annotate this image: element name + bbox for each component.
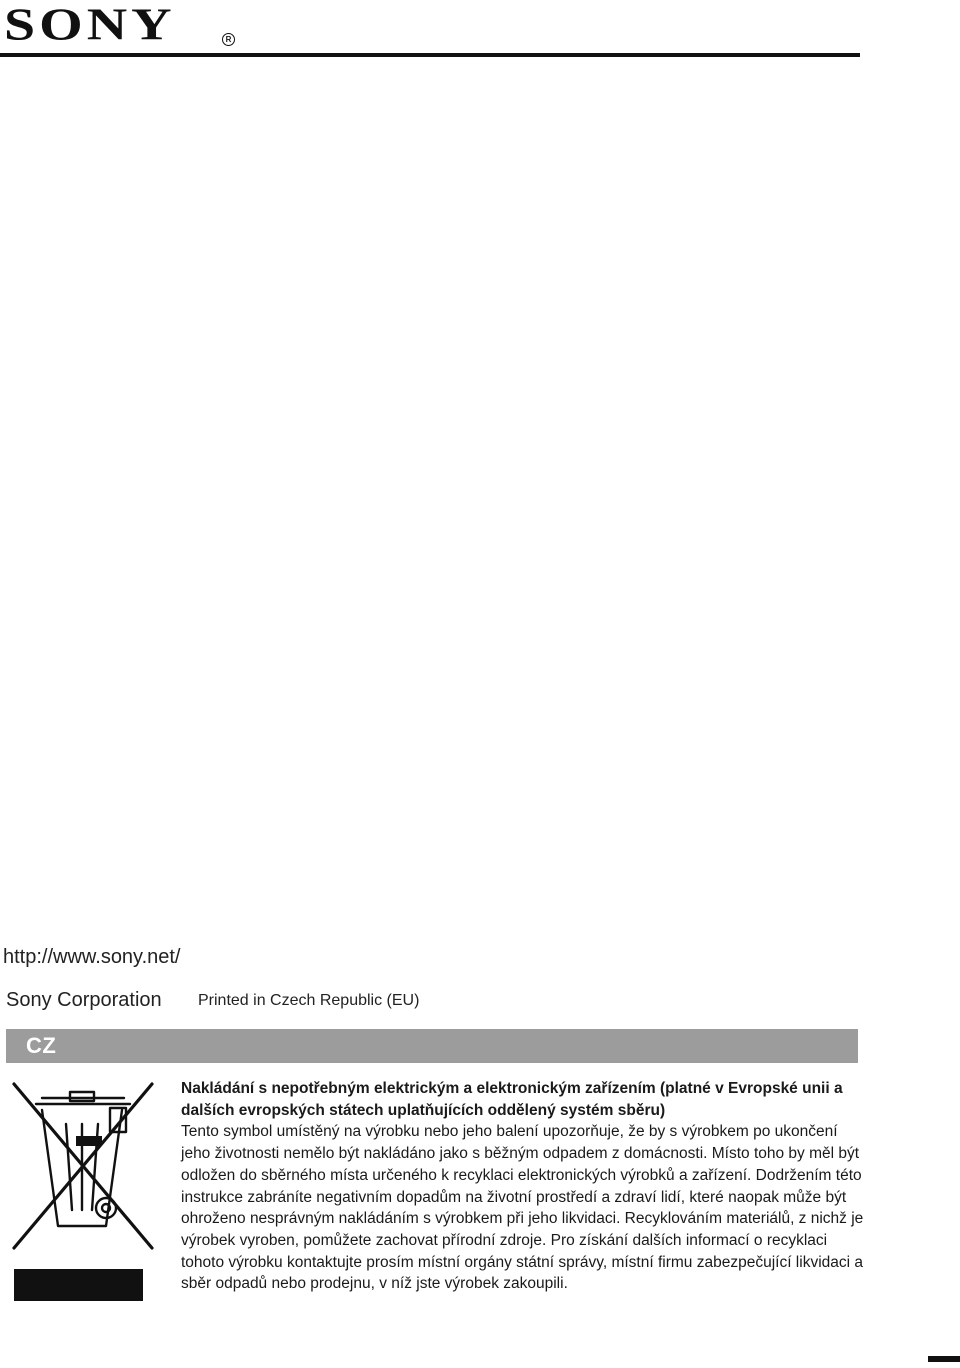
company-name: Sony Corporation: [6, 989, 162, 1011]
registered-trademark-icon: R: [222, 33, 235, 46]
disposal-notice-body: Tento symbol umístěný na výrobku nebo jeho balení upozorňuje, že by s výrobkem po ukončení jeho životnosti nemělo být nakládáno jako s běžným odpadem z domácnosti. Místo toho by měl být odložen do sběrného místa určeného k recyklaci elektronických výrobků a zařízení. Dodržením této instrukce zabráníte negativním dopadům na životní prostředí a zdraví lidí, které naopak může být ohroženo nesprávným nakládáním s výrobkem při jeho likvidaci. Recyklováním materiálů, z nichž je výrobek vyroben, pomůžete zachovat přírodní zdroje. Pro získání dalších informací o recyklaci tohoto výrobku kontaktujte prosím místní orgány státní správy, místní firmu zabezpečující likvidaci a sběr odpadů nebo prodejnu, v níž jste výrobek zakoupili.: [181, 1123, 864, 1293]
website-url: http://www.sony.net/: [3, 946, 181, 968]
language-section-bar: [6, 1029, 858, 1063]
language-code: CZ: [26, 1033, 57, 1058]
page-corner-mark: [928, 1356, 960, 1362]
crossed-out-wheelie-bin-icon: [8, 1080, 156, 1252]
weee-black-bar: [14, 1269, 143, 1301]
disposal-notice: [181, 1078, 871, 1295]
printed-in-label: Printed in Czech Republic (EU): [198, 992, 420, 1009]
sony-logo: SONY: [4, 0, 176, 51]
header-rule: [0, 53, 860, 57]
disposal-notice-title: Nakládání s nepotřebným elektrickým a elektronickým zařízením (platné v Evropské unii a dalších evropských státech uplatňujících oddělený systém sběru): [181, 1080, 843, 1119]
